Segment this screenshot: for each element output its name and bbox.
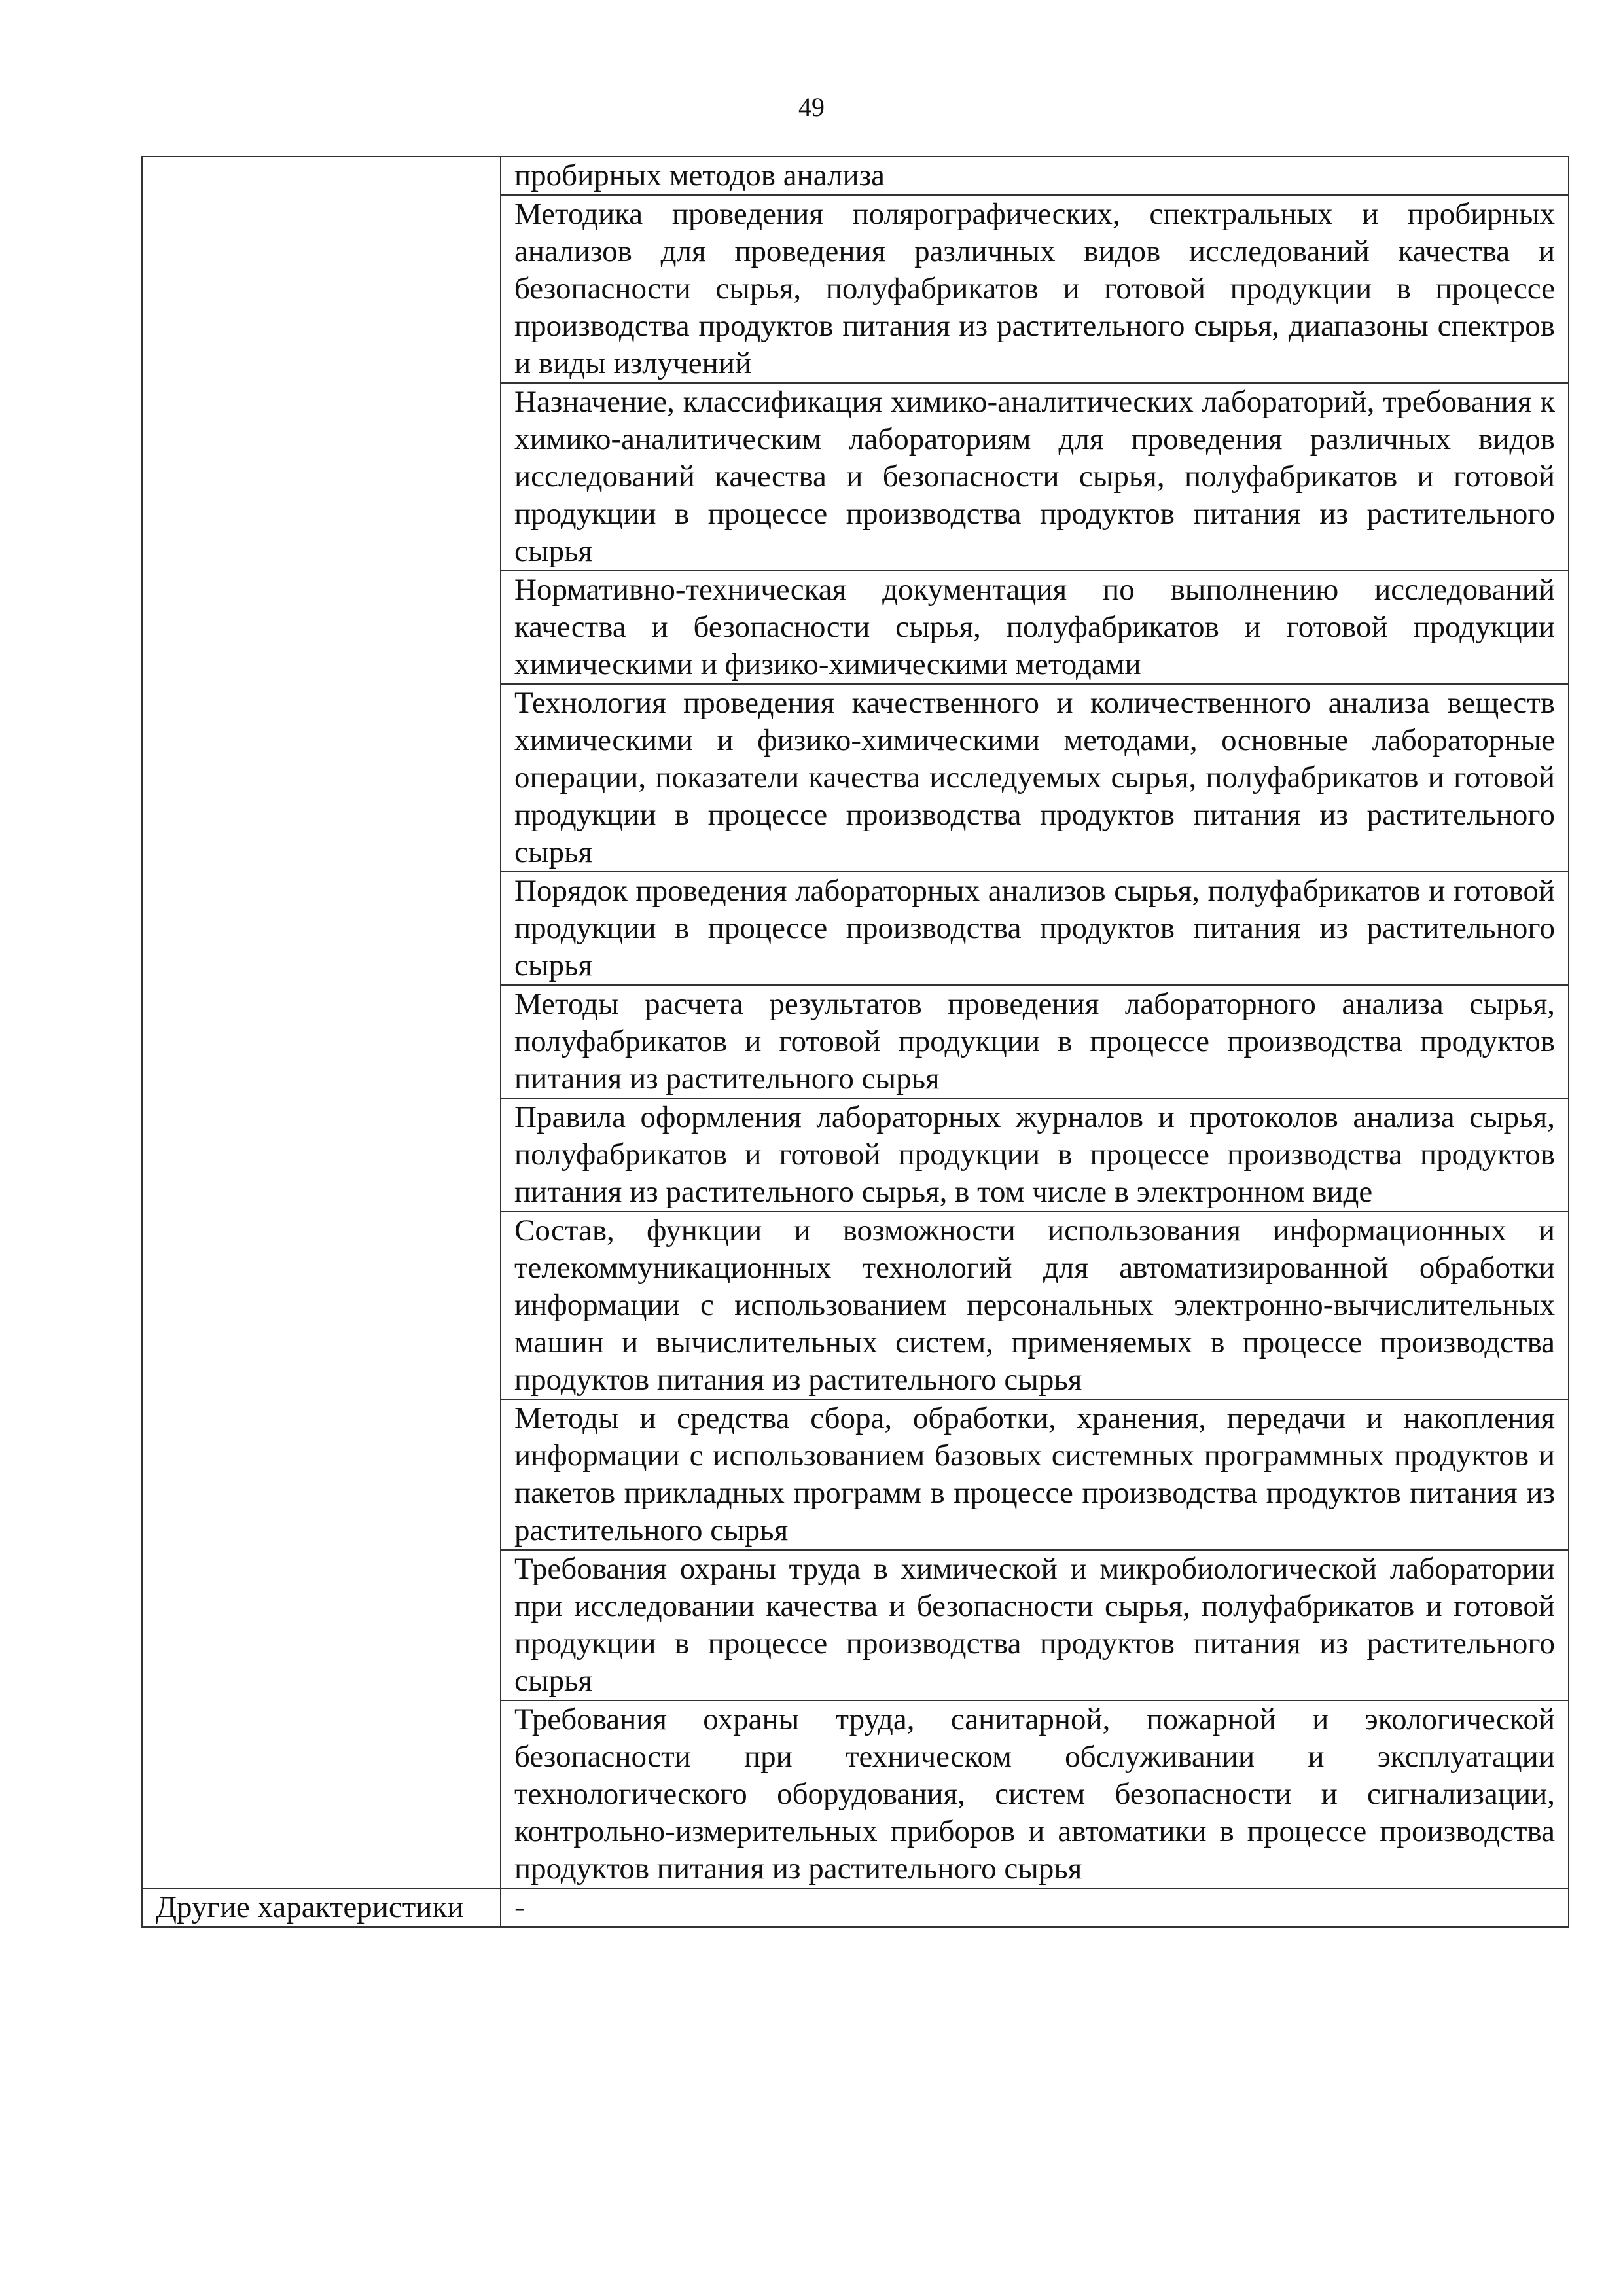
table-cell (501, 684, 1569, 872)
cell-text: Требования охраны труда в химической и микробиологической лаборатории при исследовании качества и безопасности сырья, полуфабрикатов и готовой продукции в процессе производства продуктов питания из растительного сырья (514, 1552, 1555, 1698)
cell-text: Технология проведения качественного и количественного анализа веществ химическими и физико-химическими методами, основные лабораторные операции, показатели качества исследуемых сырья, полуфабрикатов и готовой продукции в процессе производства продуктов питания из растительного сырья (514, 686, 1555, 869)
cell-text: Требования охраны труда, санитарной, пожарной и экологической безопасности при техническом обслуживании и эксплуатации технологического оборудования, систем безопасности и сигнализации, контрольно-измерительных приборов и автоматики в процессе производства продуктов питания из растительного сырья (514, 1702, 1555, 1886)
cell-text: Методы расчета результатов проведения лабораторного анализа сырья, полуфабрикатов и готовой продукции в процессе производства продуктов питания из растительного сырья (514, 987, 1555, 1096)
cell-text: Методика проведения полярографических, спектральных и пробирных анализов для проведения различных видов исследований качества и безопасности сырья, полуфабрикатов и готовой продукции в процессе производства продуктов питания из растительного сырья, диапазоны спектров и виды излучений (514, 197, 1555, 380)
cell-text: Методы и средства сбора, обработки, хранения, передачи и накопления информации с использованием базовых системных программных продуктов и пакетов прикладных программ в процессе производства продуктов питания из растительного сырья (514, 1401, 1555, 1547)
cell-text: Состав, функции и возможности использования информационных и телекоммуникационных технологий для автоматизированной обработки информации с использованием персональных электронно-вычислительных машин и вычислительных систем, применяемых в процессе производства продуктов питания из растительного сырья (514, 1213, 1555, 1397)
table-cell (501, 1700, 1569, 1888)
table-cell (501, 195, 1569, 383)
page-number: 49 (798, 92, 825, 122)
cell-text: Правила оформления лабораторных журналов и протоколов анализа сырья, полуфабрикатов и готовой продукции в процессе производства продуктов питания из растительного сырья, в том числе в электронном виде (514, 1100, 1555, 1209)
table-cell (501, 985, 1569, 1098)
table-cell (501, 383, 1569, 571)
cell-text: Порядок проведения лабораторных анализов сырья, полуфабрикатов и готовой продукции в процессе производства продуктов питания из растительного сырья (514, 874, 1555, 982)
table-cell (501, 1550, 1569, 1700)
cell-text: пробирных методов анализа (514, 158, 885, 192)
table-cell (501, 1211, 1569, 1399)
requirements-table (141, 156, 1569, 1928)
table-cell (501, 156, 1569, 195)
other-characteristics-label: Другие характеристики (156, 1890, 464, 1924)
table-row (142, 156, 1569, 195)
other-characteristics-value: - (514, 1890, 525, 1924)
table-cell (501, 1399, 1569, 1550)
table-cell (501, 1098, 1569, 1211)
table-label-cell-empty (142, 156, 501, 1888)
table-row-other-characteristics (142, 1888, 1569, 1927)
table-label-cell (142, 1888, 501, 1927)
table-cell (501, 571, 1569, 684)
table-cell (501, 872, 1569, 985)
cell-text: Назначение, классификация химико-аналитических лабораторий, требования к химико-аналитическим лабораториям для проведения различных видов исследований качества и безопасности сырья, полуфабрикатов и готовой продукции в процессе производства продуктов питания из растительного сырья (514, 385, 1555, 568)
table-cell (501, 1888, 1569, 1927)
cell-text: Нормативно-техническая документация по выполнению исследований качества и безопасности сырья, полуфабрикатов и готовой продукции химическими и физико-химическими методами (514, 573, 1555, 681)
